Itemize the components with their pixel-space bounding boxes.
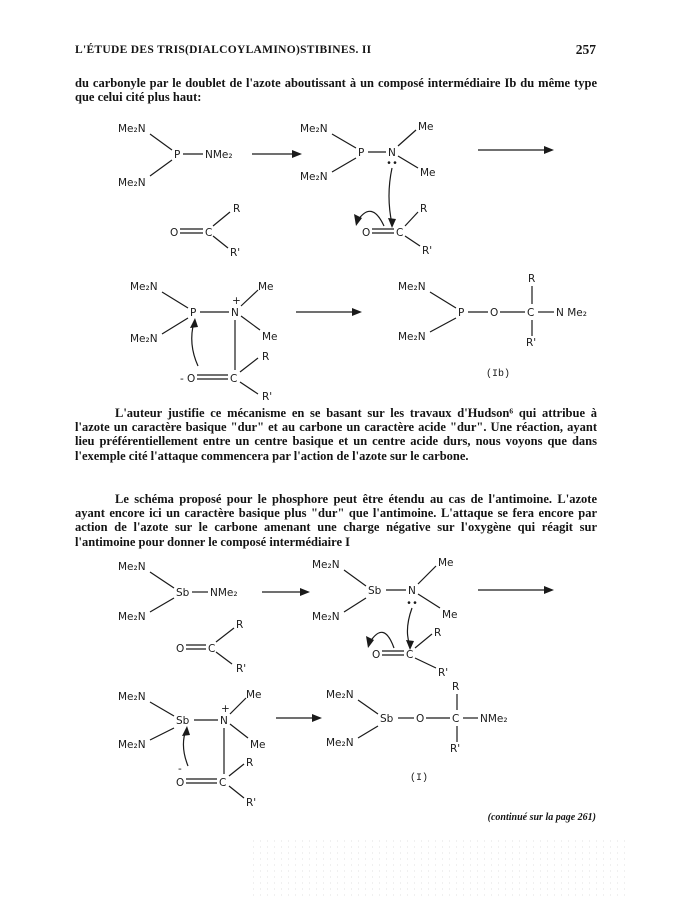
formula-me2n: Me₂N (326, 689, 354, 701)
group-me: Me (420, 167, 436, 179)
formula-me2n: Me₂N (118, 561, 146, 573)
group-r-prime: R' (236, 663, 247, 675)
formula-me2n: Me₂N (326, 737, 354, 749)
formula-me2n: Me₂N (398, 331, 426, 343)
group-r: R (236, 619, 244, 631)
scan-noise (250, 838, 630, 898)
antimony-complex (312, 557, 458, 679)
stibine-reactant (118, 561, 238, 623)
formula-me2n: Me₂N (118, 611, 146, 623)
formula-me2n: Me₂N (118, 177, 146, 189)
atom-n: N (408, 585, 416, 597)
group-r-prime: R' (422, 245, 433, 257)
group-me: Me (262, 331, 278, 343)
formula-me2n: Me₂N (130, 281, 158, 293)
formula-me2n: Me₂N (300, 171, 328, 183)
compound-label-ib: (Ib) (486, 369, 511, 380)
paragraph-antimony: Le schéma proposé pour le phosphore peut être étendu au cas de l'antimoine. L'azote ayant encore ici un caractère basique plus "dur" que l'antimoine. L'attaque se fera encore par action de l'azote sur le carbone amenant une charge négative sur l'oxygène qui réagit sur l'antimoine pour donner le composé intermédiaire I (75, 492, 597, 549)
arrow-head (312, 714, 322, 722)
page-number: 257 (575, 42, 596, 57)
atom-o: O (176, 643, 185, 655)
atom-c: C (230, 373, 238, 385)
compound-label-i: (I) (410, 773, 429, 784)
group-r-prime: R' (230, 247, 241, 259)
arrow-head (182, 726, 190, 736)
product-ib (398, 273, 587, 380)
charge-plus: + (221, 703, 230, 715)
lone-pair: •• (386, 159, 399, 170)
formula-me2n: Me₂N (118, 123, 146, 135)
group-r: R (262, 351, 270, 363)
atom-c: C (396, 227, 404, 239)
running-head: L'ÉTUDE DES TRIS(DIALCOYLAMINO)STIBINES. II (75, 44, 372, 56)
phosphine-reactant (118, 123, 233, 189)
group-r: R (420, 203, 428, 215)
formula-me2n: Me₂N (118, 691, 146, 703)
group-r-prime: R' (526, 337, 537, 349)
charge-minus: - (180, 373, 184, 385)
atom-o: O (490, 307, 499, 319)
formula-me2n: Me₂N (130, 333, 158, 345)
paragraph-intro: du carbonyle par le doublet de l'azote aboutissant à un composé intermédiaire Ib du même type que celui cité plus haut: (75, 76, 597, 105)
formula-nme2: NMe₂ (480, 713, 508, 725)
arrow-head (388, 218, 396, 228)
group-r-prime: R' (262, 391, 273, 403)
atom-n: N (388, 147, 396, 159)
charge-plus: + (232, 295, 241, 307)
atom-p: P (174, 149, 181, 161)
atom-o: O (416, 713, 425, 725)
group-r: R (452, 681, 460, 693)
group-me: Me (438, 557, 454, 569)
atom-sb: Sb (176, 587, 190, 599)
atom-o: O (372, 649, 381, 661)
formula-me2n: Me₂N (312, 559, 340, 571)
atom-sb: Sb (368, 585, 382, 597)
atom-n: N (220, 715, 228, 727)
atom-c: C (208, 643, 216, 655)
atom-p: P (190, 307, 197, 319)
formula-nme2: NMe₂ (210, 587, 238, 599)
phosphorus-zwitterion (130, 281, 278, 403)
formula-me2n: Me₂N (118, 739, 146, 751)
formula-me2n: Me₂N (398, 281, 426, 293)
group-r-prime: R' (438, 667, 449, 679)
group-r-prime: R' (450, 743, 461, 755)
carbonyl-reactant (170, 203, 240, 259)
formula-nme2: NMe₂ (205, 149, 233, 161)
atom-p: P (458, 307, 465, 319)
atom-o: O (176, 777, 185, 789)
atom-c: C (527, 307, 535, 319)
continuation-note: (continué sur la page 261) (487, 812, 596, 823)
atom-o: O (187, 373, 196, 385)
group-r: R (528, 273, 536, 285)
arrow-head (352, 308, 362, 316)
atom-o: O (362, 227, 371, 239)
phosphorus-complex (300, 121, 436, 257)
group-me: Me (418, 121, 434, 133)
group-me: Me (246, 689, 262, 701)
atom-c: C (452, 713, 460, 725)
arrow-head (292, 150, 302, 158)
scheme-antimony (118, 557, 554, 809)
paragraph-hudson: L'auteur justifie ce mécanisme en se basant sur les travaux d'Hudson⁶ qui attribue à l'azote un caractère basique "dur" et au carbone un caractère acide "dur". Une réaction, ayant lieu préférentiellement entre un centre basique et un centre acide durs, nous voyons que dans l'exemple cité l'attaque commencera par l'action de l'azote sur le carbone. (75, 406, 597, 463)
arrow-head (544, 146, 554, 154)
product-i (326, 681, 508, 784)
arrow-head (190, 318, 198, 328)
formula-me2n: Me₂N (312, 611, 340, 623)
carbonyl-reactant (176, 619, 246, 675)
group-me: Me (250, 739, 266, 751)
atom-n: N (231, 307, 239, 319)
atom-o: O (170, 227, 179, 239)
group-r: R (434, 627, 442, 639)
antimony-zwitterion (118, 689, 266, 809)
group-r: R (233, 203, 241, 215)
group-r: R (246, 757, 254, 769)
scheme-phosphorus (118, 121, 587, 403)
atom-sb: Sb (176, 715, 190, 727)
group-r-prime: R' (246, 797, 257, 809)
charge-minus: - (178, 763, 182, 775)
atom-p: P (358, 147, 365, 159)
arrow-head (544, 586, 554, 594)
lone-pair: •• (406, 599, 419, 610)
group-me: Me (442, 609, 458, 621)
atom-c: C (406, 649, 414, 661)
atom-sb: Sb (380, 713, 394, 725)
atom-c: C (219, 777, 227, 789)
atom-c: C (205, 227, 213, 239)
arrow-head (300, 588, 310, 596)
formula-me2n: Me₂N (300, 123, 328, 135)
formula-nme2: N Me₂ (556, 307, 587, 319)
group-me: Me (258, 281, 274, 293)
